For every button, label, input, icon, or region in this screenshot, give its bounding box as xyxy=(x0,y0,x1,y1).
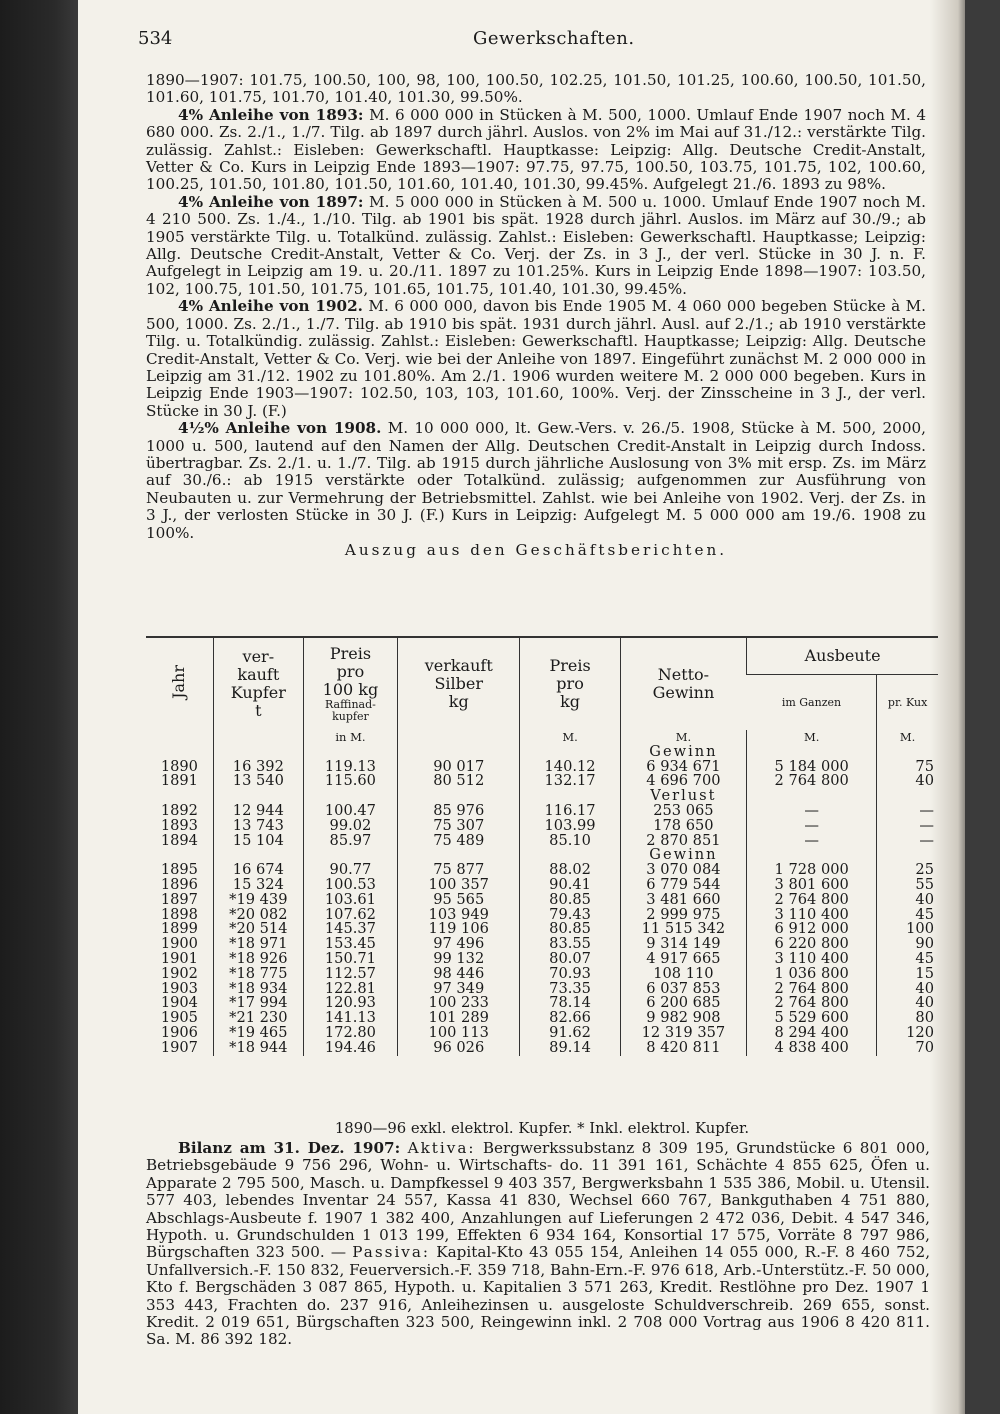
cell-silber: 75 489 xyxy=(398,834,520,849)
cell-jahr: 1895 xyxy=(160,861,198,879)
cell-kux: — xyxy=(877,819,938,834)
cell-netto: 2 999 975 xyxy=(620,908,747,923)
cell-ganzen: — xyxy=(747,834,877,849)
cell-preiskg: 90.41 xyxy=(520,878,620,893)
cell-preiskg: 80.85 xyxy=(520,922,620,937)
cell-netto: 9 314 149 xyxy=(620,937,747,952)
cell-kux: 40 xyxy=(877,996,938,1011)
cell-preiskg: 80.85 xyxy=(520,893,620,908)
cell-kux: 40 xyxy=(877,982,938,997)
cell-ganzen: 3 110 400 xyxy=(747,908,877,923)
cell-jahr: 1890 xyxy=(160,757,198,775)
cell-netto: 11 515 342 xyxy=(620,922,747,937)
cell-preiskg: 91.62 xyxy=(520,1026,620,1041)
cell-jahr: 1897 xyxy=(160,890,198,908)
cell-kupfer: *18 775 xyxy=(213,967,303,982)
cell-ganzen: 6 220 800 xyxy=(747,937,877,952)
col-netto: Netto- Gewinn xyxy=(620,637,747,730)
cell-preis100: 150.71 xyxy=(303,952,397,967)
cell-preis100: 145.37 xyxy=(303,922,397,937)
col-jahr: Jahr xyxy=(146,637,213,730)
cell-preiskg: 82.66 xyxy=(520,1011,620,1026)
cell-jahr: 1901 xyxy=(160,949,198,967)
cell-preiskg: 78.14 xyxy=(520,996,620,1011)
cell-netto: 6 037 853 xyxy=(620,982,747,997)
cell-kux: 90 xyxy=(877,937,938,952)
cell-netto: 3 070 084 xyxy=(620,863,747,878)
cell-silber: 99 132 xyxy=(398,952,520,967)
cell-preis100: 99.02 xyxy=(303,819,397,834)
cell-kupfer: *19 439 xyxy=(213,893,303,908)
cell-kupfer: *19 465 xyxy=(213,1026,303,1041)
page-header xyxy=(138,28,928,56)
cell-netto: 6 934 671 xyxy=(620,760,747,775)
scan-gutter xyxy=(0,0,78,1414)
cell-kux: 15 xyxy=(877,967,938,982)
cell-preis100: 122.81 xyxy=(303,982,397,997)
cell-jahr: 1900 xyxy=(160,935,198,953)
cell-kupfer: *21 230 xyxy=(213,1011,303,1026)
cell-netto: 8 420 811 xyxy=(620,1041,747,1056)
anleihe-1902: 4% Anleihe von 1902. M. 6 000 000, davon bis Ende 1905 M. 4 060 000 begeben Stücke à M. 500, 1000. Zs. 2./1., 1./7. Tilg. ab 1910 bis spät. 1931 durch jährl. Ausl. auf 2./1.; ab 1910 verstärkte Tilg. u. Totalkündig. zulässig. Zahlst.: Eisleben: Gewerkschaftl. Hauptkasse; Leipzig: Allg. Deutsche Credit-Anstalt, Vetter & Co. Verj. wie bei der Anleihe von 1897. Eingeführt zunächst M. 2 000 000 in Leipzig am 31./12. 1902 zu 101.80%. Am 2./1. 1906 wurden weitere M. 2 000 000 begeben. Kurs in Leipzig Ende 1903—1907: 102.50, 103, 103, 101.60, 100%. Verj. der Zinsscheine in 3 J., der verl. Stücke in 30 J. (F.) xyxy=(146,297,926,420)
cell-kux: 45 xyxy=(877,908,938,923)
page-number: 534 xyxy=(138,28,173,49)
cell-silber: 75 877 xyxy=(398,863,520,878)
cell-preis100: 115.60 xyxy=(303,774,397,789)
cell-silber: 100 233 xyxy=(398,996,520,1011)
cell-kupfer: 13 743 xyxy=(213,819,303,834)
cell-kupfer: *18 926 xyxy=(213,952,303,967)
cell-preis100: 90.77 xyxy=(303,863,397,878)
cell-silber: 101 289 xyxy=(398,1011,520,1026)
cell-ganzen: 3 801 600 xyxy=(747,878,877,893)
cell-netto: 4 917 665 xyxy=(620,952,747,967)
cell-ganzen: 2 764 800 xyxy=(747,893,877,908)
cell-kupfer: *18 934 xyxy=(213,982,303,997)
cell-silber: 96 026 xyxy=(398,1041,520,1056)
cell-preiskg: 85.10 xyxy=(520,834,620,849)
cell-silber: 100 113 xyxy=(398,1026,520,1041)
cell-kupfer: 12 944 xyxy=(213,804,303,819)
cell-preis100: 100.53 xyxy=(303,878,397,893)
cell-preiskg: 132.17 xyxy=(520,774,620,789)
cell-kupfer: *18 944 xyxy=(213,1041,303,1056)
cell-kupfer: 16 674 xyxy=(213,863,303,878)
cell-jahr: 1902 xyxy=(160,964,198,982)
cell-kupfer: *20 514 xyxy=(213,922,303,937)
cell-preiskg: 79.43 xyxy=(520,908,620,923)
group-label: Gewinn xyxy=(620,745,747,760)
cell-netto: 9 982 908 xyxy=(620,1011,747,1026)
cell-ganzen: 3 110 400 xyxy=(747,952,877,967)
cell-jahr: 1896 xyxy=(160,875,198,893)
col-silber: verkauft Silber kg xyxy=(398,637,520,730)
cell-silber: 98 446 xyxy=(398,967,520,982)
cell-kupfer: 15 324 xyxy=(213,878,303,893)
cell-ganzen: — xyxy=(747,804,877,819)
cell-ganzen: 2 764 800 xyxy=(747,996,877,1011)
cell-silber: 119 106 xyxy=(398,922,520,937)
bilanz-paragraph: Bilanz am 31. Dez. 1907: Aktiva: Bergwerkssubstanz 8 309 195, Grundstücke 6 801 000, Betriebsgebäude 9 756 296, Wohn- u. Wirtschafts- do. 11 391 161, Schächte 4 855 625, Öfen u. Apparate 2 795 500, Masch. u. Dampfkessel 9 403 357, Bergwerksbahn 1 535 386, Mobil. u. Utensil. 577 403, lebendes Inventar 24 557, Kassa 41 830, Wechsel 660 767, Bankguthaben 4 751 880, Abschlags-Ausbeute f. 1907 1 382 400, Anzahlungen auf Lieferungen 2 472 036, Debit. 4 547 346, Hypoth. u. Grundschulden 1 013 199, Effekten 6 934 164, Konsortial 17 575, Vorräte 8 797 986, Bürgschaften 323 500. — Passiva: Kapital-Kto 43 055 154, Anleihen 14 055 000, R.-F. 8 460 752, Unfallversich.-F. 150 832, Feuerversich.-F. 359 718, Bahn-Ern.-F. 976 618, Arb.-Unterstütz.-F. 50 000, Kto f. Bergschäden 3 087 865, Hypoth. u. Kapitalien 3 571 263, Kredit. Restlöhne pro Dez. 1907 1 353 443, Frachten do. 237 916, Anleihezinsen u. ausgeloste Schuldverschreib. 269 655, sonst. Kredit. 2 019 651, Bürgschaften 323 500, Reingewinn inkl. 2 708 000 Vortrag aus 1906 8 420 811. Sa. M. 86 392 182. xyxy=(146,1139,931,1349)
cell-jahr: 1898 xyxy=(160,905,198,923)
cell-kux: 75 xyxy=(877,760,938,775)
col-kupfer: ver- kauft Kupfer t xyxy=(213,637,303,730)
cell-ganzen: 4 838 400 xyxy=(747,1041,877,1056)
cell-preis100: 100.47 xyxy=(303,804,397,819)
cell-kux: 40 xyxy=(877,893,938,908)
cell-netto: 178 650 xyxy=(620,819,747,834)
cell-kux: 55 xyxy=(877,878,938,893)
cell-ganzen: 5 184 000 xyxy=(747,760,877,775)
cell-silber: 100 357 xyxy=(398,878,520,893)
cell-kux: 40 xyxy=(877,774,938,789)
cell-silber: 97 349 xyxy=(398,982,520,997)
cell-netto: 108 110 xyxy=(620,967,747,982)
cell-kupfer: 16 392 xyxy=(213,760,303,775)
group-label: Verlust xyxy=(620,789,747,804)
cell-jahr: 1899 xyxy=(160,920,198,938)
cell-jahr: 1903 xyxy=(160,979,198,997)
cell-preis100: 172.80 xyxy=(303,1026,397,1041)
cell-kux: 45 xyxy=(877,952,938,967)
anleihe-1897: 4% Anleihe von 1897: M. 5 000 000 in Stücken à M. 500 u. 1000. Umlauf Ende 1907 noch M. 4 210 500. Zs. 1./4., 1./10. Tilg. ab 1901 bis spät. 1928 durch jährl. Auslos. im März auf 30./9.; ab 1905 verstärkte Tilg. u. Totalkünd. zulässig. Zahlst.: Eisleben: Gewerkschaftl. Hauptkasse; Leipzig: Allg. Deutsche Credit-Anstalt, Vetter & Co. Verj. der Zs. in 3 J., der verl. Stücke in 30 J. n. F. Aufgelegt in Leipzig am 19. u. 20./11. 1897 zu 101.25%. Kurs in Leipzig Ende 1898—1907: 103.50, 102, 100.75, 101.50, 101.75, 101.65, 101.75, 101.40, 101.30, 99.45%. xyxy=(146,192,927,298)
cell-silber: 75 307 xyxy=(398,819,520,834)
cell-netto: 4 696 700 xyxy=(620,774,747,789)
cell-silber: 103 949 xyxy=(398,908,520,923)
cell-kupfer: 15 104 xyxy=(213,834,303,849)
business-report-table xyxy=(146,636,938,1056)
cell-preis100: 119.13 xyxy=(303,760,397,775)
cell-kux: 100 xyxy=(877,922,938,937)
cell-kupfer: *20 082 xyxy=(213,908,303,923)
table-body xyxy=(146,730,938,1056)
cell-kux: — xyxy=(877,804,938,819)
cell-netto: 12 319 357 xyxy=(620,1026,747,1041)
anleihe-1893: 4% Anleihe von 1893: M. 6 000 000 in Stücken à M. 500, 1000. Umlauf Ende 1907 noch M. 4 680 000. Zs. 2./1., 1./7. Tilg. ab 1897 durch jährl. Auslos. von 2% im Mai auf 31./12.: verstärkte Tilg. zulässig. Zahlst.: Eisleben: Gewerkschaftl. Hauptkasse: Leipzig: Allg. Deutsche Credit-Anstalt, Vetter & Co. Kurs in Leipzig Ende 1893—1907: 97.75, 97.75, 100.50, 103.75, 101.75, 102, 100.60, 100.25, 101.50, 101.80, 101.50, 101.60, 101.40, 101.30, 99.45%. Aufgelegt 21./6. 1893 zu 98%. xyxy=(146,105,927,194)
cell-jahr: 1894 xyxy=(160,831,198,849)
cell-preis100: 107.62 xyxy=(303,908,397,923)
cell-ganzen: 6 912 000 xyxy=(747,922,877,937)
cell-silber: 85 976 xyxy=(398,804,520,819)
table-footnote: 1890—96 exkl. elektrol. Kupfer. * Inkl. elektrol. Kupfer. xyxy=(334,1120,750,1137)
cell-netto: 6 779 544 xyxy=(620,878,747,893)
cell-silber: 80 512 xyxy=(398,774,520,789)
col-ausbeute: Ausbeute xyxy=(747,637,938,675)
cell-preiskg: 140.12 xyxy=(520,760,620,775)
bond-section xyxy=(146,72,926,559)
cell-kux: 120 xyxy=(877,1026,938,1041)
cell-kux: 70 xyxy=(877,1041,938,1056)
cell-preiskg: 103.99 xyxy=(520,819,620,834)
cell-jahr: 1907 xyxy=(160,1038,198,1056)
cell-preiskg: 80.07 xyxy=(520,952,620,967)
cell-jahr: 1892 xyxy=(160,801,198,819)
cell-preiskg: 73.35 xyxy=(520,982,620,997)
cell-kupfer: *18 971 xyxy=(213,937,303,952)
cell-preiskg: 70.93 xyxy=(520,967,620,982)
group-label: Gewinn xyxy=(620,848,747,863)
cell-preis100: 103.61 xyxy=(303,893,397,908)
cell-silber: 95 565 xyxy=(398,893,520,908)
cell-ganzen: 2 764 800 xyxy=(747,774,877,789)
cell-kux: 25 xyxy=(877,863,938,878)
col-preis100: Preis pro 100 kg Raffinad- kupfer xyxy=(303,637,397,730)
cell-netto: 253 065 xyxy=(620,804,747,819)
cell-ganzen: 1 036 800 xyxy=(747,967,877,982)
cell-preiskg: 89.14 xyxy=(520,1041,620,1056)
cell-preiskg: 116.17 xyxy=(520,804,620,819)
cell-jahr: 1893 xyxy=(160,816,198,834)
bilanz-section xyxy=(146,1140,930,1349)
col-pr-kux: pr. Kux xyxy=(877,675,938,730)
cell-preiskg: 88.02 xyxy=(520,863,620,878)
cell-jahr: 1905 xyxy=(160,1009,198,1027)
cell-ganzen: 5 529 600 xyxy=(747,1011,877,1026)
cell-netto: 3 481 660 xyxy=(620,893,747,908)
cell-ganzen: — xyxy=(747,819,877,834)
cell-jahr: 1891 xyxy=(160,772,198,790)
unit-row: in M. M. M. M. M. xyxy=(146,730,938,745)
cell-preis100: 85.97 xyxy=(303,834,397,849)
cell-preis100: 112.57 xyxy=(303,967,397,982)
cell-preis100: 141.13 xyxy=(303,1011,397,1026)
cell-jahr: 1906 xyxy=(160,1023,198,1041)
table-row xyxy=(146,1041,938,1056)
cell-preiskg: 83.55 xyxy=(520,937,620,952)
col-preiskg: Preis pro kg xyxy=(520,637,620,730)
cell-kux: — xyxy=(877,834,938,849)
cell-preis100: 153.45 xyxy=(303,937,397,952)
cell-ganzen: 1 728 000 xyxy=(747,863,877,878)
kurs-paragraph: 1890—1907: 101.75, 100.50, 100, 98, 100, 100.50, 102.25, 101.50, 101.25, 100.60, 100.50, 101.50, 101.60, 101.75, 101.70, 101.40, 101.30, 99.50%. xyxy=(146,71,926,107)
cell-ganzen: 8 294 400 xyxy=(747,1026,877,1041)
cell-silber: 90 017 xyxy=(398,760,520,775)
anleihe-1908: 4½% Anleihe von 1908. M. 10 000 000, lt. Gew.-Vers. v. 26./5. 1908, Stücke à M. 500, 2000, 1000 u. 500, lautend auf den Namen der Allg. Deutschen Credit-Anstalt in Leipzig durch Indoss. übertragbar. Zs. 2./1. u. 1./7. Tilg. ab 1915 durch jährliche Auslosung von 3% mit ersp. Zs. im März auf 30./6.: ab 1915 verstärkte oder Totalkünd. zulässig; aufgenommen zur Ausführung von Neubauten u. zur Vermehrung der Betriebsmittel. Zahlst. wie bei Anleihe von 1902. Verj. der Zs. in 3 J., der verlosten Stücke in 30 J. (F.) Kurs in Leipzig: Aufgelegt M. 5 000 000 am 19./6. 1908 zu 100%. xyxy=(146,419,926,542)
cell-kux: 80 xyxy=(877,1011,938,1026)
cell-kupfer: *17 994 xyxy=(213,996,303,1011)
cell-jahr: 1904 xyxy=(160,994,198,1012)
cell-kupfer: 13 540 xyxy=(213,774,303,789)
cell-netto: 2 870 851 xyxy=(620,834,747,849)
table-row xyxy=(146,774,938,789)
col-im-ganzen: im Ganzen xyxy=(781,696,842,710)
cell-preis100: 194.46 xyxy=(303,1041,397,1056)
cell-silber: 97 496 xyxy=(398,937,520,952)
cell-netto: 6 200 685 xyxy=(620,996,747,1011)
table-row xyxy=(146,834,938,849)
cell-preis100: 120.93 xyxy=(303,996,397,1011)
facing-page-edge xyxy=(965,0,1000,1414)
running-head: Gewerkschaften. xyxy=(473,28,635,49)
cell-ganzen: 2 764 800 xyxy=(747,982,877,997)
section-title: Auszug aus den Geschäftsberichten. xyxy=(344,540,728,559)
